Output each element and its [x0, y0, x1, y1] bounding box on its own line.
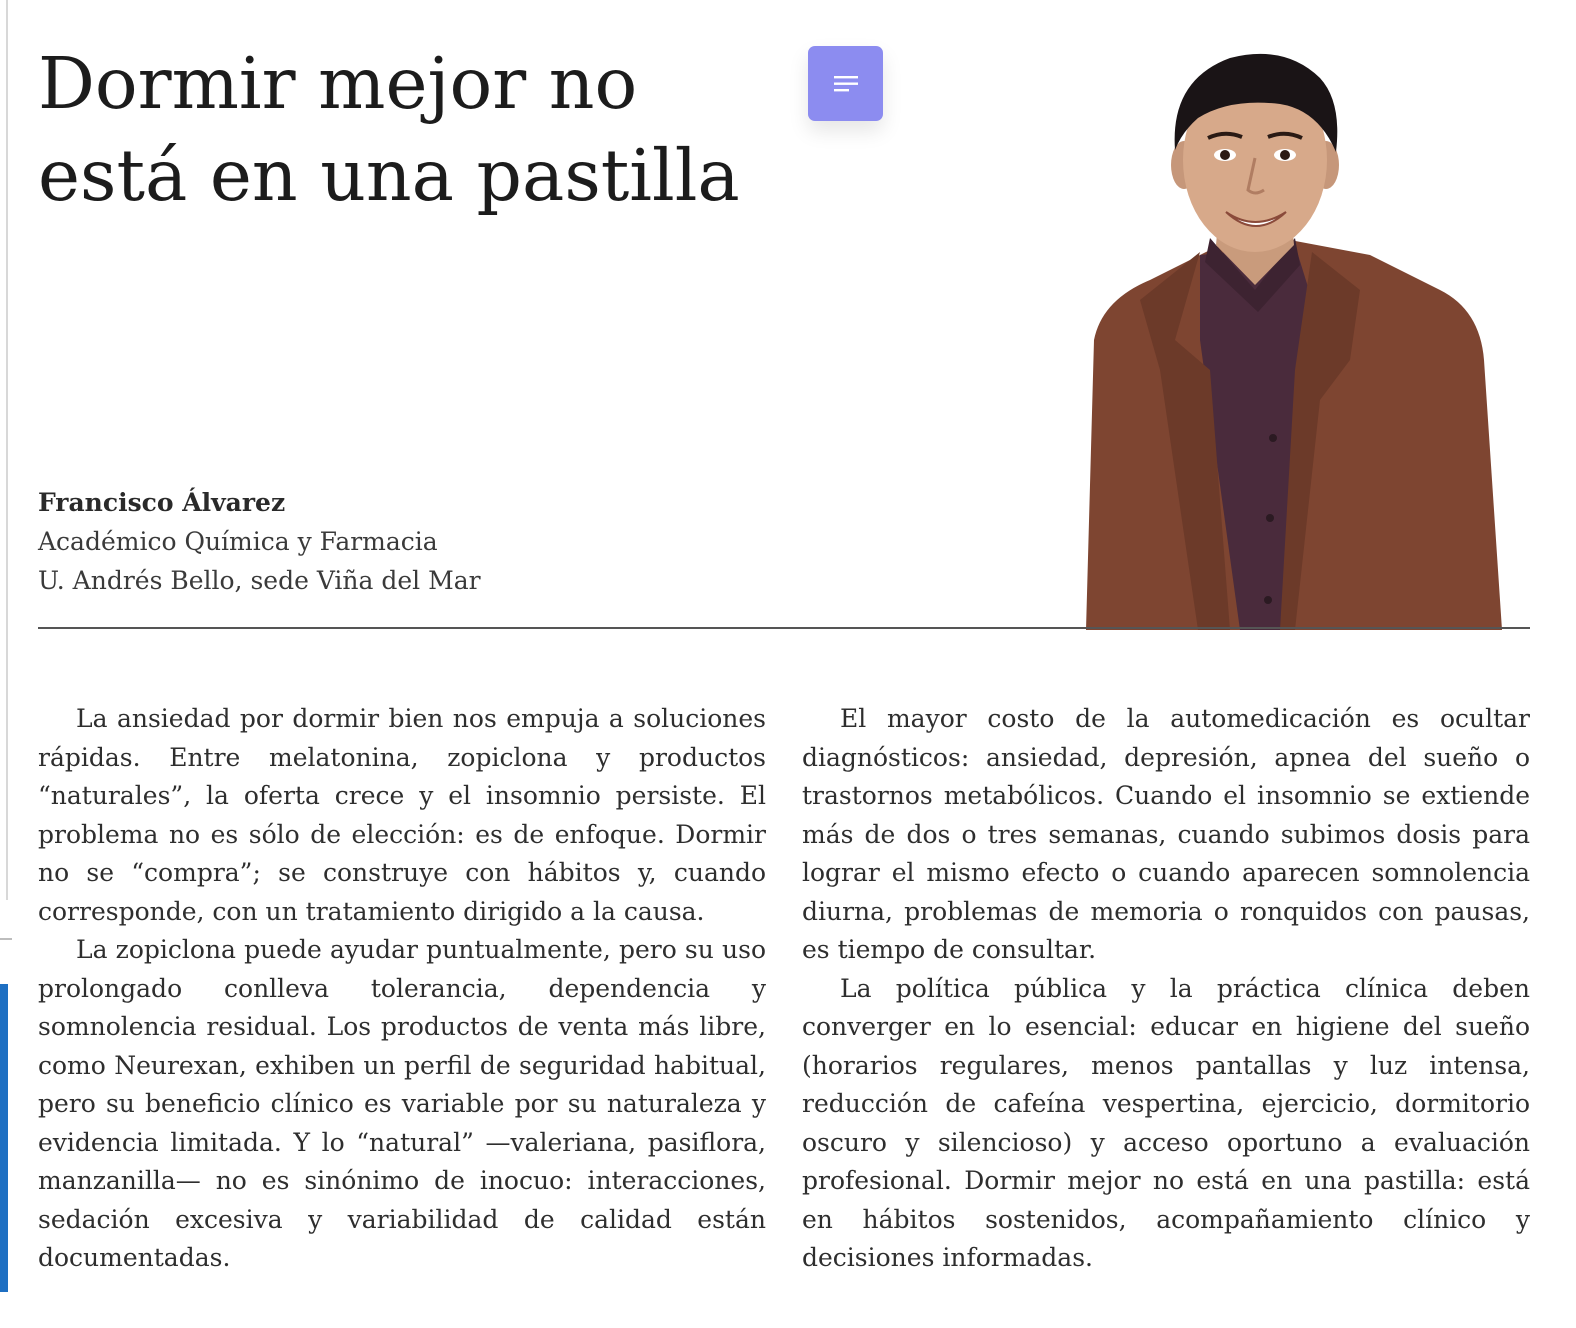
menu-lines-icon [833, 73, 859, 95]
article-paragraph: La ansiedad por dormir bien nos empuja a soluciones rápidas. Entre melatonina, zopiclona y productos “naturales”, la oferta crece y el insomnio persiste. El problema no es sólo de elección: es de enfoque. Dormir no se “compra”; se construye con hábitos y, cuando corresponde, con un tratamiento dirigido a la causa. [38, 704, 766, 926]
author-info [38, 484, 738, 600]
author-role: Académico Química y Farmacia [38, 527, 438, 556]
header-divider [38, 627, 1530, 629]
article-column-left [38, 700, 766, 1278]
article-paragraph: La política pública y la práctica clínica deben converger en lo esencial: educar en higiene del sueño (horarios regulares, menos pantallas y luz intensa, reducción de cafeína vespertina, ejercicio, dormitorio oscuro y silencioso) y acceso oportuno a evaluación profesional. Dormir mejor no está en una pastilla: está en hábitos sostenidos, acompañamiento clínico y decisiones informadas. [802, 973, 1530, 1272]
page-edge-tick [0, 938, 12, 940]
page-edge-line [6, 0, 8, 900]
article-paragraph: La zopiclona puede ayudar puntualmente, pero su uso prolongado conlleva tolerancia, dependencia y somnolencia residual. Los productos de venta más libre, como Neurexan, exhiben un perfil de seguridad habitual, pero su beneficio clínico es variable por su naturaleza y evidencia limitada. Y lo “natural” —valeriana, pasiflora, manzanilla— no es sinónimo de inocuo: interacciones, sedación excesiva y variabilidad de calidad están documentadas. [38, 935, 766, 1272]
menu-button[interactable] [808, 46, 883, 121]
page-edge-accent-bar [0, 984, 8, 1292]
article-paragraph: El mayor costo de la automedicación es ocultar diagnósticos: ansiedad, depresión, apnea del sueño o trastornos metabólicos. Cuando el insomnio se extiende más de dos o tres semanas, cuando subimos dosis para lograr el mismo efecto o cuando aparecen somnolencia diurna, problemas de memoria o ronquidos con pausas, es tiempo de consultar. [802, 704, 1530, 964]
author-affiliation: U. Andrés Bello, sede Viña del Mar [38, 566, 481, 595]
author-name: Francisco Álvarez [38, 488, 286, 517]
author-portrait [1080, 40, 1510, 630]
article-title: Dormir mejor no está en una pastilla [38, 42, 740, 217]
article-column-right [802, 700, 1530, 1278]
